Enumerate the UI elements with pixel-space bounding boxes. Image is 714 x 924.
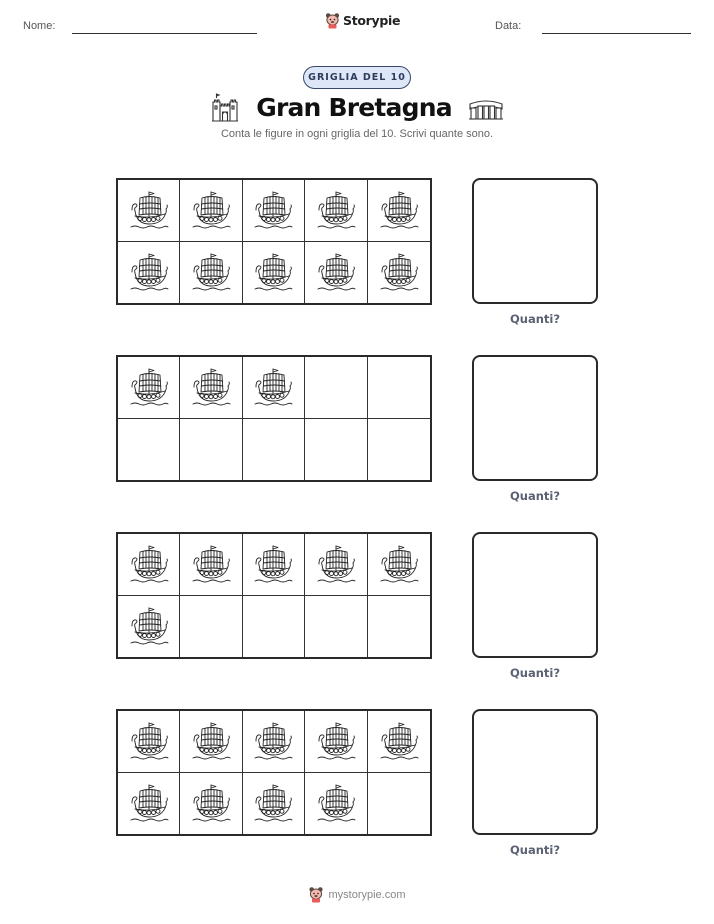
quanti-label-1: Quanti? — [509, 312, 561, 326]
frame-cell — [305, 596, 367, 658]
instructions: Conta le figure in ogni griglia del 10. Scrivi quante sono. — [220, 128, 494, 140]
footer-bear-icon — [308, 886, 324, 903]
name-line[interactable] — [72, 33, 257, 34]
frame-cell — [118, 419, 180, 481]
frame-cell — [305, 534, 367, 596]
title-row — [0, 92, 714, 122]
viking-ship-icon — [251, 188, 295, 232]
bear-mascot-icon — [325, 12, 340, 29]
answer-box-1[interactable] — [472, 178, 598, 304]
frame-cell — [368, 596, 430, 658]
frame-cell — [243, 419, 305, 481]
viking-ship-icon — [314, 719, 358, 763]
viking-ship-icon — [314, 188, 358, 232]
quanti-label-2: Quanti? — [509, 489, 561, 503]
frame-cell — [305, 773, 367, 835]
viking-ship-icon — [127, 250, 171, 294]
frame-cell — [118, 773, 180, 835]
viking-ship-icon — [127, 542, 171, 586]
date-label: Data: — [495, 20, 522, 32]
brand-name: Storypie — [343, 13, 401, 28]
footer — [0, 886, 714, 903]
frame-cell — [243, 534, 305, 596]
viking-ship-icon — [251, 781, 295, 825]
frame-cell — [243, 357, 305, 419]
frame-cell — [118, 180, 180, 242]
frame-cell — [118, 534, 180, 596]
ten-frame-1 — [116, 178, 432, 305]
frame-cell — [368, 357, 430, 419]
frame-cell — [305, 242, 367, 304]
viking-ship-icon — [377, 719, 421, 763]
ten-frame-4 — [116, 709, 432, 836]
viking-ship-icon — [189, 542, 233, 586]
viking-ship-icon — [377, 542, 421, 586]
viking-ship-icon — [251, 719, 295, 763]
frame-cell — [243, 711, 305, 773]
viking-ship-icon — [314, 542, 358, 586]
frame-cell — [118, 711, 180, 773]
frame-cell — [305, 419, 367, 481]
quanti-label-3: Quanti? — [509, 666, 561, 680]
frame-cell — [118, 357, 180, 419]
frame-cell — [305, 180, 367, 242]
viking-ship-icon — [251, 365, 295, 409]
viking-ship-icon — [127, 719, 171, 763]
answer-box-3[interactable] — [472, 532, 598, 658]
viking-ship-icon — [127, 188, 171, 232]
frame-cell — [180, 180, 242, 242]
frame-cell — [368, 773, 430, 835]
frame-cell — [180, 711, 242, 773]
frame-cell — [180, 596, 242, 658]
viking-ship-icon — [189, 250, 233, 294]
viking-ship-icon — [127, 781, 171, 825]
viking-ship-icon — [251, 250, 295, 294]
page-title: Gran Bretagna — [256, 92, 452, 122]
stonehenge-icon — [468, 93, 504, 121]
frame-cell — [305, 711, 367, 773]
answer-box-2[interactable] — [472, 355, 598, 481]
footer-url: mystorypie.com — [328, 888, 406, 901]
viking-ship-icon — [189, 188, 233, 232]
frame-cell — [368, 242, 430, 304]
viking-ship-icon — [189, 365, 233, 409]
frame-cell — [118, 242, 180, 304]
brand-logo — [325, 12, 400, 29]
viking-ship-icon — [314, 781, 358, 825]
frame-cell — [180, 242, 242, 304]
frame-cell — [305, 357, 367, 419]
viking-ship-icon — [314, 250, 358, 294]
frame-cell — [368, 711, 430, 773]
viking-ship-icon — [251, 542, 295, 586]
section-badge: GRIGLIA DEL 10 — [303, 66, 411, 89]
frame-cell — [243, 180, 305, 242]
viking-ship-icon — [127, 604, 171, 648]
frame-cell — [180, 773, 242, 835]
frame-cell — [368, 180, 430, 242]
frame-cell — [118, 596, 180, 658]
date-line[interactable] — [542, 33, 691, 34]
answer-box-4[interactable] — [472, 709, 598, 835]
viking-ship-icon — [127, 365, 171, 409]
frame-cell — [180, 357, 242, 419]
quanti-label-4: Quanti? — [509, 843, 561, 857]
name-label: Nome: — [23, 20, 56, 32]
ten-frame-3 — [116, 532, 432, 659]
viking-ship-icon — [377, 250, 421, 294]
viking-ship-icon — [189, 781, 233, 825]
frame-cell — [180, 419, 242, 481]
viking-ship-icon — [377, 188, 421, 232]
frame-cell — [368, 419, 430, 481]
viking-ship-icon — [189, 719, 233, 763]
frame-cell — [243, 596, 305, 658]
frame-cell — [368, 534, 430, 596]
frame-cell — [243, 242, 305, 304]
frame-cell — [180, 534, 242, 596]
ten-frame-2 — [116, 355, 432, 482]
frame-cell — [243, 773, 305, 835]
castle-icon — [210, 92, 240, 122]
